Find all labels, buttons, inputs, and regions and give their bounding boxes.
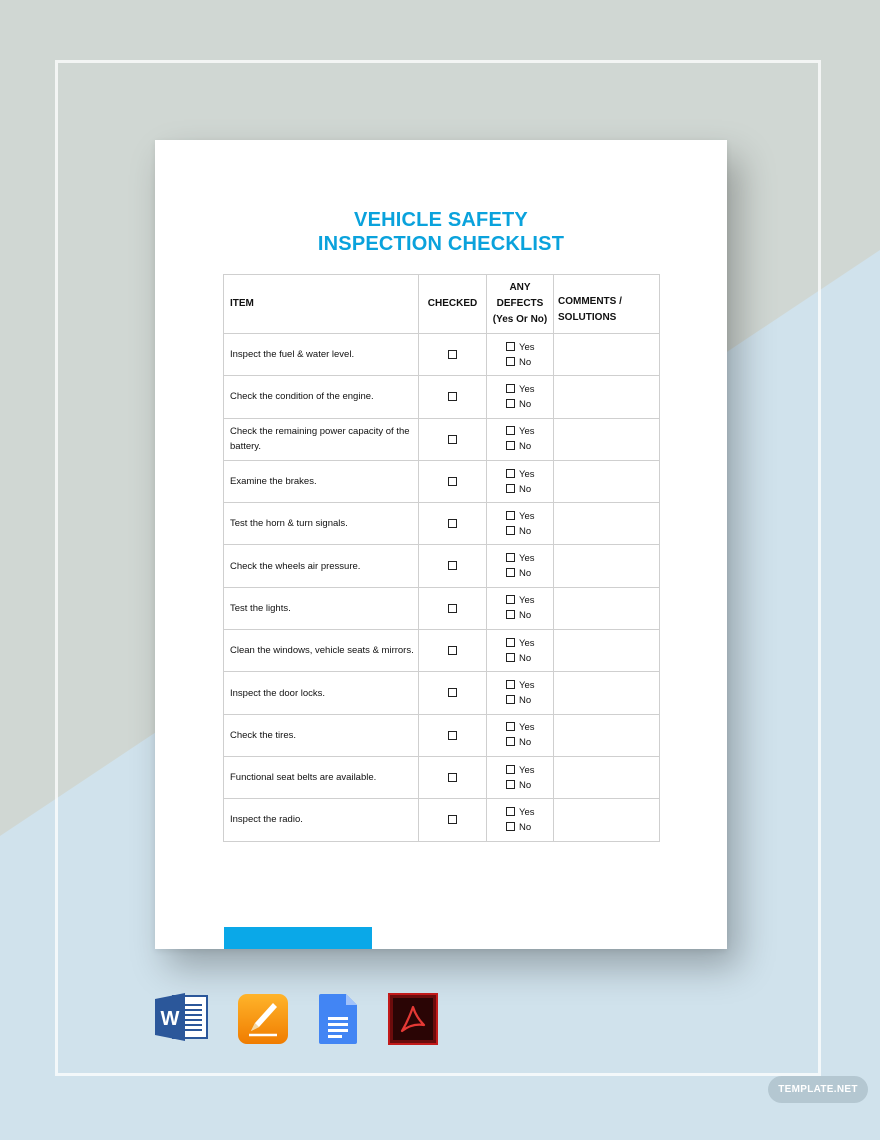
checked-cell — [419, 418, 487, 460]
no-option — [506, 735, 552, 750]
google-docs-icon[interactable] — [318, 993, 358, 1050]
pages-icon[interactable] — [237, 993, 289, 1050]
table-row — [224, 460, 660, 502]
yes-label: Yes — [519, 468, 535, 480]
no-option — [506, 566, 552, 581]
yes-label: Yes — [519, 510, 535, 522]
yes-checkbox[interactable] — [506, 511, 515, 520]
no-checkbox[interactable] — [506, 610, 515, 619]
no-option — [506, 524, 552, 539]
item-text: Check the condition of the engine. — [224, 376, 419, 418]
header-comments-line-1: COMMENTS / — [558, 295, 622, 307]
comments-cell[interactable] — [554, 587, 660, 629]
comments-cell[interactable] — [554, 418, 660, 460]
checked-cell — [419, 756, 487, 798]
checked-checkbox[interactable] — [448, 773, 457, 782]
checked-cell — [419, 714, 487, 756]
comments-cell[interactable] — [554, 376, 660, 418]
no-label: No — [519, 610, 532, 622]
yes-option — [506, 763, 552, 778]
no-label: No — [519, 483, 532, 495]
defects-cell — [487, 672, 554, 714]
checked-cell — [419, 545, 487, 587]
yes-checkbox[interactable] — [506, 342, 515, 351]
table-row — [224, 630, 660, 672]
checked-checkbox[interactable] — [448, 646, 457, 655]
header-defects — [487, 275, 554, 334]
yes-option — [506, 805, 552, 820]
no-checkbox[interactable] — [506, 737, 515, 746]
svg-text:W: W — [160, 1008, 180, 1030]
no-label: No — [519, 568, 532, 580]
title-line-1: VEHICLE SAFETY — [354, 209, 528, 231]
table-row — [224, 587, 660, 629]
defects-cell — [487, 587, 554, 629]
no-label: No — [519, 652, 532, 664]
checked-checkbox[interactable] — [448, 519, 457, 528]
header-comments-line-2: SOLUTIONS — [558, 311, 617, 323]
checked-checkbox[interactable] — [448, 561, 457, 570]
checked-checkbox[interactable] — [448, 435, 457, 444]
no-option — [506, 778, 552, 793]
title-line-2: INSPECTION CHECKLIST — [317, 233, 565, 255]
no-option — [506, 355, 552, 370]
table-row — [224, 672, 660, 714]
header-defects-line-3: (Yes Or No) — [492, 314, 548, 325]
yes-option — [506, 509, 552, 524]
template-net-watermark: TEMPLATE.NET — [768, 1076, 868, 1103]
yes-label: Yes — [519, 680, 535, 692]
table-row — [224, 799, 660, 841]
no-label: No — [519, 525, 532, 537]
no-checkbox[interactable] — [506, 399, 515, 408]
comments-cell[interactable] — [554, 545, 660, 587]
header-defects-line-2: DEFECTS — [496, 298, 544, 309]
table-row — [224, 334, 660, 376]
yes-label: Yes — [519, 341, 535, 353]
item-text: Inspect the radio. — [224, 799, 419, 841]
no-label: No — [519, 779, 532, 791]
header-row — [224, 275, 660, 334]
header-item: ITEM — [224, 275, 419, 334]
comments-cell[interactable] — [554, 503, 660, 545]
no-label: No — [519, 398, 532, 410]
defects-cell — [487, 630, 554, 672]
table-row — [224, 376, 660, 418]
table-row — [224, 714, 660, 756]
yes-checkbox[interactable] — [506, 384, 515, 393]
document-page — [155, 140, 727, 949]
yes-option — [506, 636, 552, 651]
no-label: No — [519, 821, 532, 833]
item-text: Inspect the fuel & water level. — [224, 334, 419, 376]
item-text: Examine the brakes. — [224, 460, 419, 502]
yes-label: Yes — [519, 383, 535, 395]
accent-bar — [224, 927, 372, 949]
checked-checkbox[interactable] — [448, 688, 457, 697]
checked-checkbox[interactable] — [448, 392, 457, 401]
no-checkbox[interactable] — [506, 484, 515, 493]
item-text: Functional seat belts are available. — [224, 756, 419, 798]
document-title — [155, 208, 727, 256]
checked-cell — [419, 672, 487, 714]
yes-label: Yes — [519, 764, 535, 776]
no-label: No — [519, 737, 532, 749]
header-defects-line-1: ANY — [509, 282, 531, 293]
yes-label: Yes — [519, 806, 535, 818]
table-row — [224, 418, 660, 460]
no-label: No — [519, 441, 532, 453]
yes-option — [506, 551, 552, 566]
no-checkbox[interactable] — [506, 653, 515, 662]
comments-cell[interactable] — [554, 714, 660, 756]
no-option — [506, 482, 552, 497]
defects-cell — [487, 503, 554, 545]
defects-cell — [487, 756, 554, 798]
yes-option — [506, 382, 552, 397]
yes-option — [506, 593, 552, 608]
checked-cell — [419, 460, 487, 502]
yes-checkbox[interactable] — [506, 638, 515, 647]
header-comments — [554, 275, 660, 334]
no-label: No — [519, 695, 532, 707]
defects-cell — [487, 334, 554, 376]
yes-checkbox[interactable] — [506, 426, 515, 435]
table-row — [224, 545, 660, 587]
yes-checkbox[interactable] — [506, 469, 515, 478]
yes-option — [506, 720, 552, 735]
no-checkbox[interactable] — [506, 568, 515, 577]
header-checked: CHECKED — [419, 275, 487, 334]
comments-cell[interactable] — [554, 460, 660, 502]
defects-cell — [487, 545, 554, 587]
no-checkbox[interactable] — [506, 357, 515, 366]
item-text: Test the lights. — [224, 587, 419, 629]
yes-checkbox[interactable] — [506, 595, 515, 604]
defects-cell — [487, 460, 554, 502]
yes-label: Yes — [519, 595, 535, 607]
item-text: Clean the windows, vehicle seats & mirrors. — [224, 630, 419, 672]
item-text: Test the horn & turn signals. — [224, 503, 419, 545]
defects-cell — [487, 376, 554, 418]
yes-option — [506, 467, 552, 482]
no-checkbox[interactable] — [506, 441, 515, 450]
defects-cell — [487, 799, 554, 841]
no-checkbox[interactable] — [506, 695, 515, 704]
no-option — [506, 608, 552, 623]
checked-cell — [419, 376, 487, 418]
yes-option — [506, 340, 552, 355]
yes-checkbox[interactable] — [506, 680, 515, 689]
yes-checkbox[interactable] — [506, 807, 515, 816]
checked-checkbox[interactable] — [448, 731, 457, 740]
item-text: Check the tires. — [224, 714, 419, 756]
no-option — [506, 693, 552, 708]
no-option — [506, 397, 552, 412]
checked-cell — [419, 630, 487, 672]
comments-cell[interactable] — [554, 799, 660, 841]
checked-checkbox[interactable] — [448, 604, 457, 613]
yes-option — [506, 424, 552, 439]
checked-cell — [419, 799, 487, 841]
comments-cell[interactable] — [554, 630, 660, 672]
defects-cell — [487, 418, 554, 460]
no-checkbox[interactable] — [506, 822, 515, 831]
checked-cell — [419, 503, 487, 545]
comments-cell[interactable] — [554, 672, 660, 714]
yes-label: Yes — [519, 722, 535, 734]
comments-cell[interactable] — [554, 756, 660, 798]
defects-cell — [487, 714, 554, 756]
pdf-icon[interactable] — [388, 993, 438, 1050]
checked-checkbox[interactable] — [448, 350, 457, 359]
table-row — [224, 503, 660, 545]
no-checkbox[interactable] — [506, 780, 515, 789]
yes-option — [506, 678, 552, 693]
item-text: Check the wheels air pressure. — [224, 545, 419, 587]
yes-checkbox[interactable] — [506, 722, 515, 731]
word-icon[interactable] — [155, 993, 209, 1046]
no-label: No — [519, 356, 532, 368]
no-checkbox[interactable] — [506, 526, 515, 535]
item-text: Inspect the door locks. — [224, 672, 419, 714]
item-text: Check the remaining power capacity of the battery. — [224, 418, 419, 460]
no-option — [506, 820, 552, 835]
checklist-table — [223, 274, 660, 842]
checked-cell — [419, 587, 487, 629]
checked-checkbox[interactable] — [448, 477, 457, 486]
yes-checkbox[interactable] — [506, 765, 515, 774]
no-option — [506, 651, 552, 666]
yes-label: Yes — [519, 553, 535, 565]
yes-checkbox[interactable] — [506, 553, 515, 562]
yes-label: Yes — [519, 426, 535, 438]
yes-label: Yes — [519, 637, 535, 649]
checked-cell — [419, 334, 487, 376]
checked-checkbox[interactable] — [448, 815, 457, 824]
table-row — [224, 756, 660, 798]
comments-cell[interactable] — [554, 334, 660, 376]
no-option — [506, 439, 552, 454]
